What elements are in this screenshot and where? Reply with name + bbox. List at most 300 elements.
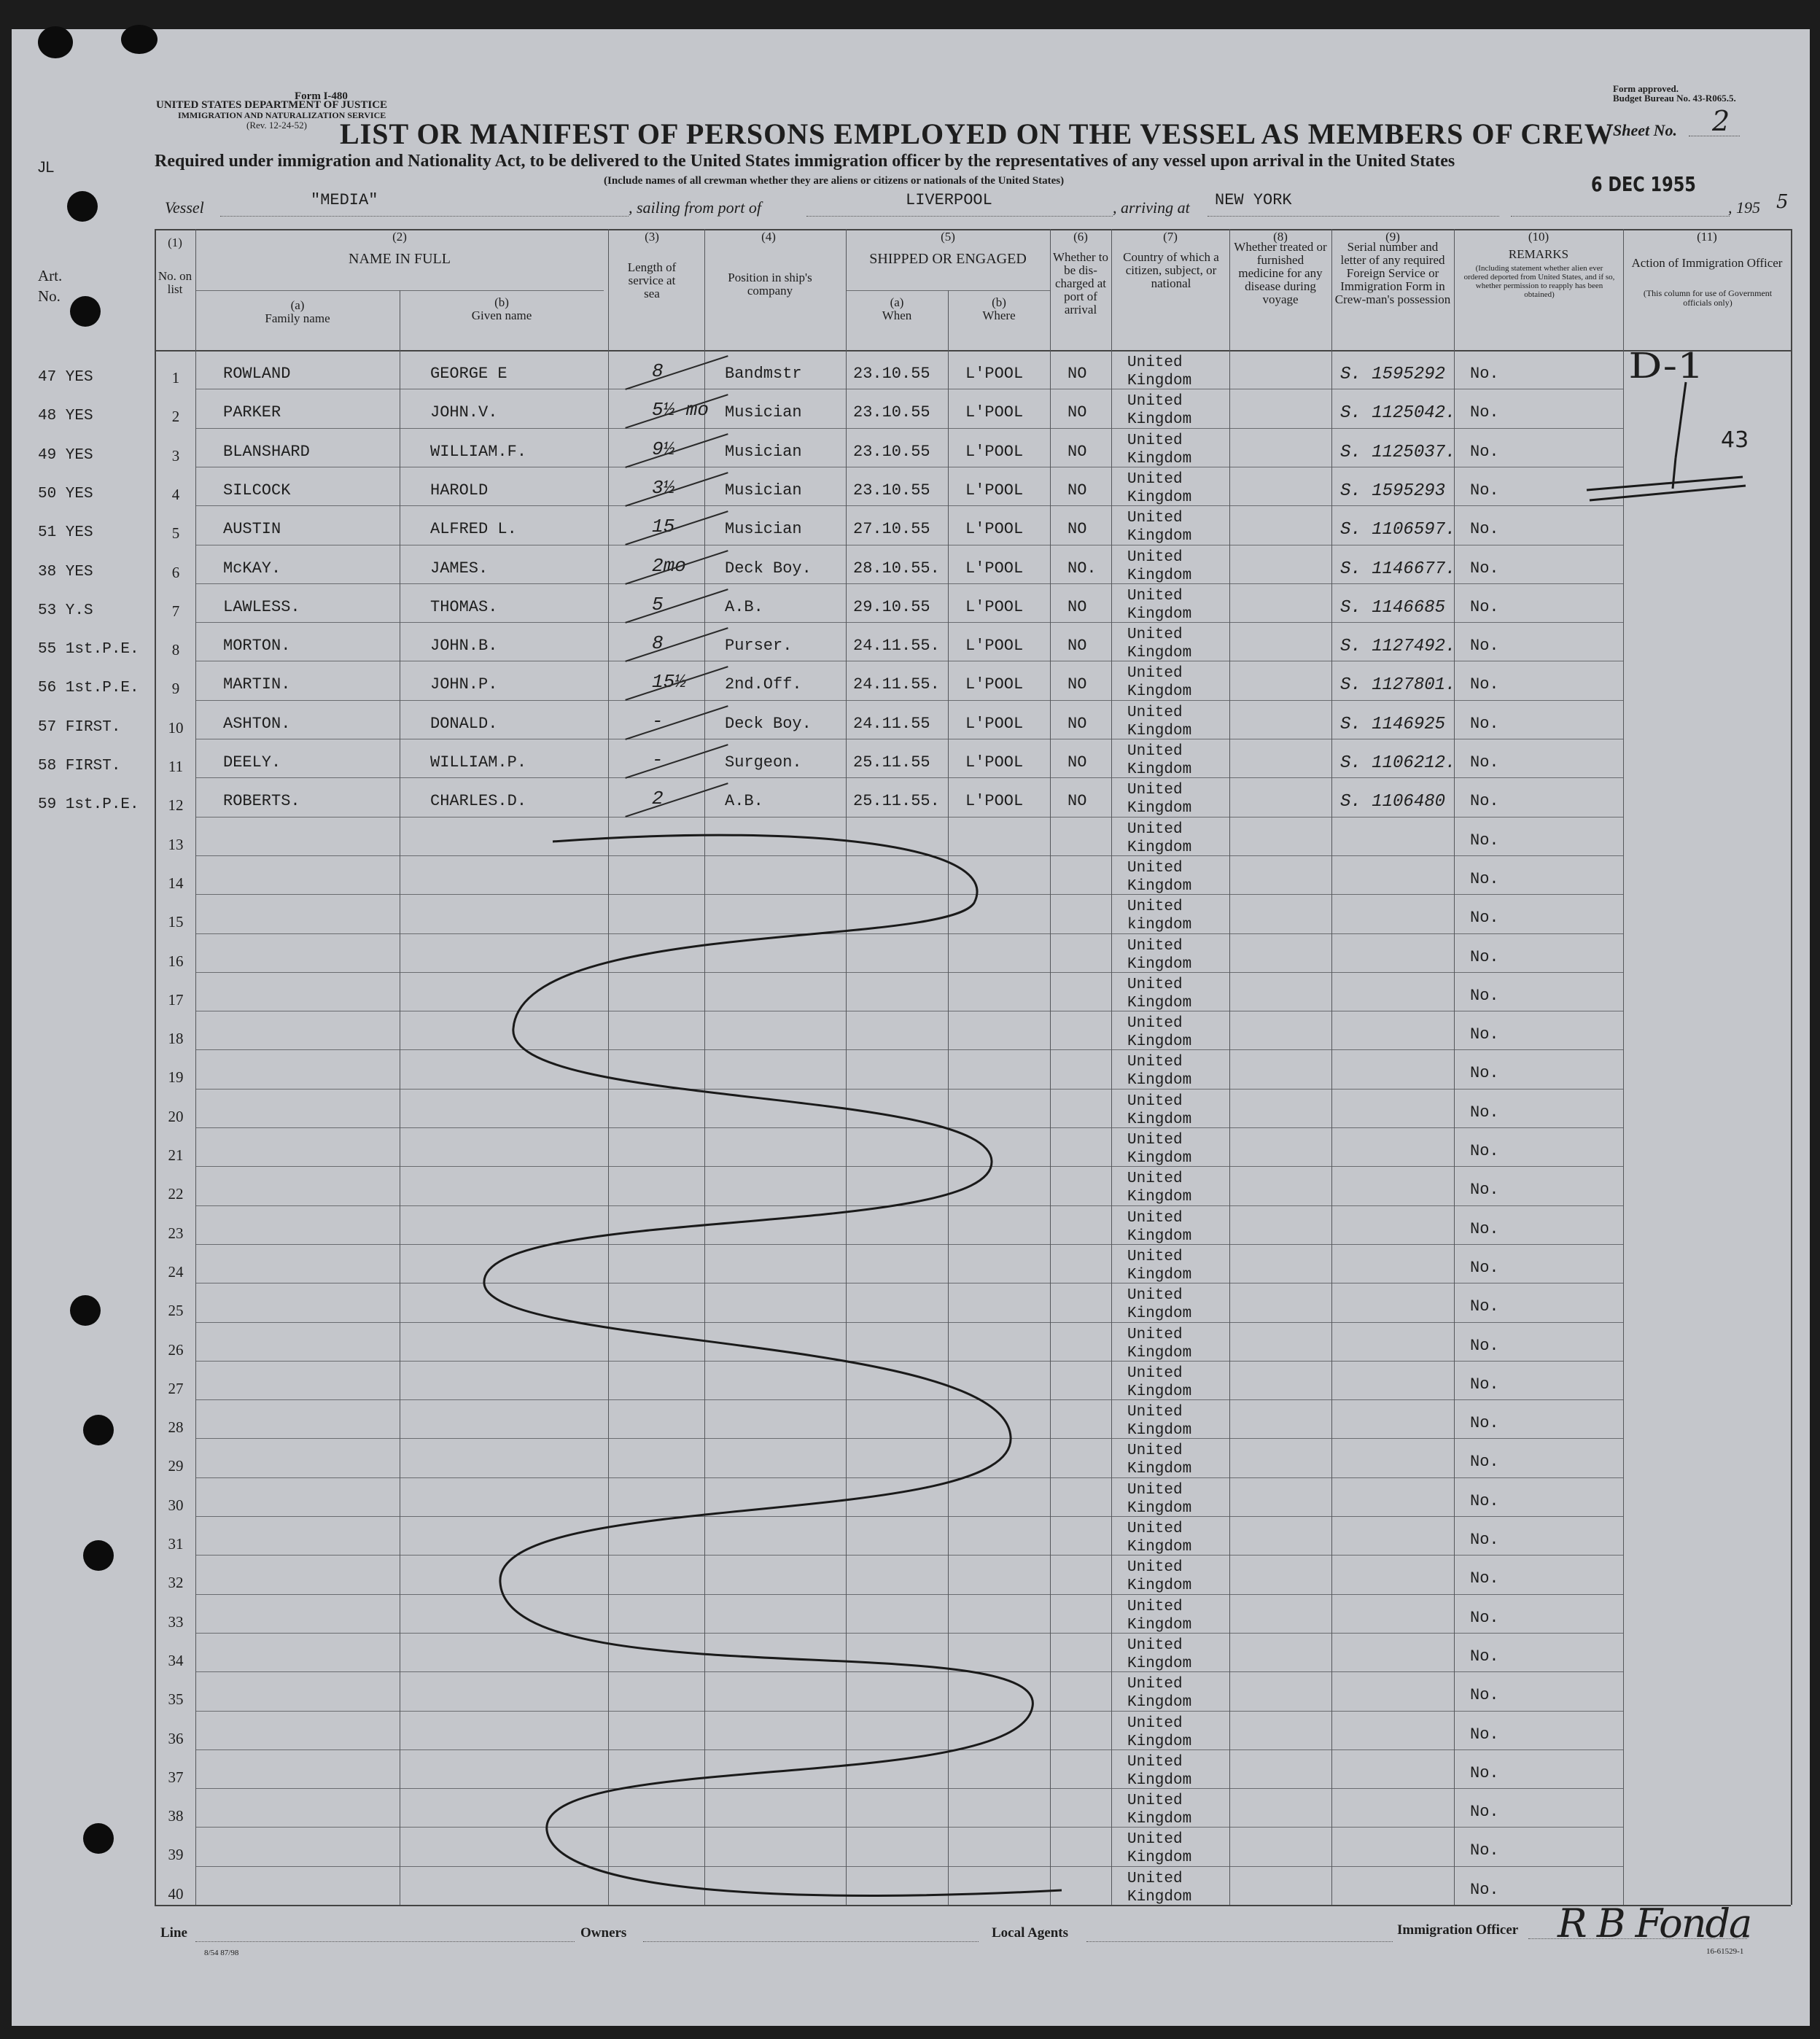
row-line bbox=[195, 894, 1623, 895]
form-title: LIST OR MANIFEST OF PERSONS EMPLOYED ON THE VESSEL AS MEMBERS OF CREW bbox=[340, 117, 1614, 150]
binder-hole-3 bbox=[70, 1295, 101, 1326]
col1-number: (1) bbox=[168, 236, 182, 249]
country-line-2: Kingdom bbox=[1127, 1461, 1192, 1478]
family-name: ROWLAND bbox=[223, 365, 291, 383]
form-subtitle: Required under immigration and Nationality Act, to be delivered to the United States immigration officer by the representatives of any vessel upon arrival in the United States bbox=[155, 152, 1455, 171]
family-name: BLANSHARD bbox=[223, 442, 310, 461]
country-line-1: United bbox=[1127, 898, 1183, 916]
form-code: 16-61529-1 bbox=[1706, 1947, 1744, 1956]
engaged-date: 23.10.55 bbox=[853, 481, 930, 500]
country-line-1: United bbox=[1127, 782, 1183, 799]
country-line-2: Kingdom bbox=[1127, 722, 1192, 739]
serial-number: S. 1125037. bbox=[1340, 442, 1456, 462]
country-line-1: United bbox=[1127, 1870, 1183, 1887]
country-line-1: United bbox=[1127, 1442, 1183, 1460]
country-line-1: United bbox=[1127, 393, 1183, 411]
family-name: ASHTON. bbox=[223, 714, 291, 733]
remarks-cell: No. bbox=[1470, 1297, 1499, 1316]
given-name: DONALD. bbox=[430, 714, 498, 733]
row-line bbox=[195, 1166, 1623, 1167]
serial-number: S. 1127801. bbox=[1340, 675, 1456, 696]
row-line bbox=[195, 777, 1623, 778]
country-line-1: United bbox=[1127, 1364, 1183, 1382]
country-line-1: United bbox=[1127, 820, 1183, 838]
row-number: 31 bbox=[168, 1535, 184, 1553]
remarks-cell: No. bbox=[1470, 637, 1499, 656]
country-line-1: United bbox=[1127, 548, 1183, 566]
row-line bbox=[195, 1127, 1623, 1128]
remarks-cell: No. bbox=[1470, 365, 1499, 383]
remarks-cell: No. bbox=[1470, 1375, 1499, 1394]
remarks-cell: No. bbox=[1470, 1414, 1499, 1433]
footer-officer-label: Immigration Officer bbox=[1397, 1922, 1519, 1938]
col11-note: (This column for use of Government officials only) bbox=[1643, 288, 1773, 308]
service-length: - bbox=[652, 710, 664, 732]
art-number: 48 YES bbox=[38, 408, 93, 425]
remarks-cell: No. bbox=[1470, 1569, 1499, 1588]
country-line-2: Kingdom bbox=[1127, 1227, 1192, 1245]
service-length: - bbox=[652, 749, 664, 771]
col5a-header: (a) When bbox=[882, 295, 912, 322]
country-line-1: United bbox=[1127, 354, 1183, 371]
column-line bbox=[846, 229, 847, 1905]
serial-number: S. 1595293 bbox=[1340, 481, 1446, 501]
col2-header: NAME IN FULL bbox=[349, 251, 451, 267]
officer-bracket-lines bbox=[1579, 379, 1769, 510]
remarks-cell: No. bbox=[1470, 559, 1499, 578]
country-line-2: Kingdom bbox=[1127, 1694, 1192, 1712]
discharge-flag: NO bbox=[1068, 753, 1087, 772]
row-line bbox=[195, 1361, 1623, 1362]
engaged-date: 23.10.55 bbox=[853, 442, 930, 461]
service-length: 15½ bbox=[652, 671, 686, 694]
country-line-2: Kingdom bbox=[1127, 1150, 1192, 1167]
country-line-2: Kingdom bbox=[1127, 1655, 1192, 1672]
service-slash-mark bbox=[625, 472, 728, 507]
engaged-port: L'POOL bbox=[965, 753, 1024, 772]
given-name: CHARLES.D. bbox=[430, 792, 527, 811]
row-number: 38 bbox=[168, 1807, 184, 1825]
binder-hole-1 bbox=[67, 191, 98, 222]
column-line bbox=[1454, 229, 1455, 1905]
row-number: 26 bbox=[168, 1340, 184, 1359]
row-number: 39 bbox=[168, 1846, 184, 1864]
family-name: ROBERTS. bbox=[223, 792, 300, 811]
service-slash-mark bbox=[625, 433, 728, 468]
family-name: MORTON. bbox=[223, 637, 291, 656]
binder-hole-4 bbox=[83, 1415, 114, 1445]
remarks-cell: No. bbox=[1470, 1725, 1499, 1744]
country-line-2: Kingdom bbox=[1127, 1383, 1192, 1400]
given-name: HAROLD bbox=[430, 481, 489, 500]
country-line-1: United bbox=[1127, 1092, 1183, 1110]
discharge-flag: NO bbox=[1068, 792, 1087, 811]
row-number: 28 bbox=[168, 1418, 184, 1437]
binder-hole-5 bbox=[83, 1540, 114, 1571]
col7-number: (7) bbox=[1163, 230, 1178, 244]
country-line-2: Kingdom bbox=[1127, 800, 1192, 817]
department: UNITED STATES DEPARTMENT OF JUSTICE bbox=[156, 99, 388, 111]
given-name: JOHN.B. bbox=[430, 637, 498, 656]
service-slash-mark bbox=[625, 744, 728, 779]
country-line-1: United bbox=[1127, 1714, 1183, 1732]
remarks-cell: No. bbox=[1470, 869, 1499, 888]
serial-number: S. 1146685 bbox=[1340, 597, 1446, 618]
service-slash-mark bbox=[625, 355, 728, 390]
sheet-number: 2 bbox=[1712, 105, 1730, 137]
discharge-flag: NO bbox=[1068, 403, 1087, 422]
art-no-header: Art. No. bbox=[38, 267, 63, 305]
country-line-2: Kingdom bbox=[1127, 1305, 1192, 1323]
discharge-flag: NO. bbox=[1068, 559, 1097, 578]
art-number: 38 YES bbox=[38, 563, 93, 580]
row-number: 3 bbox=[171, 446, 180, 465]
discharge-flag: NO bbox=[1068, 675, 1087, 694]
row-line bbox=[195, 1671, 1623, 1672]
service-length: 5 bbox=[652, 593, 664, 615]
country-line-2: Kingdom bbox=[1127, 1616, 1192, 1634]
country-line-2: Kingdom bbox=[1127, 1422, 1192, 1440]
remarks-cell: No. bbox=[1470, 909, 1499, 928]
row-number: 23 bbox=[168, 1224, 184, 1242]
col1-header: No. on list bbox=[158, 269, 192, 296]
row-line bbox=[195, 428, 1623, 429]
row-line bbox=[195, 1477, 1623, 1478]
remarks-cell: No. bbox=[1470, 1841, 1499, 1860]
art-number: 58 FIRST. bbox=[38, 758, 121, 774]
country-line-1: United bbox=[1127, 1676, 1183, 1693]
row-number: 7 bbox=[171, 602, 180, 620]
serial-number: S. 1125042. bbox=[1340, 403, 1456, 424]
country-line-2: Kingdom bbox=[1127, 1539, 1192, 1556]
engaged-port: L'POOL bbox=[965, 403, 1024, 422]
column-line bbox=[1229, 229, 1230, 1905]
engaged-date: 23.10.55 bbox=[853, 403, 930, 422]
engaged-date: 24.11.55. bbox=[853, 637, 940, 656]
row-line bbox=[195, 1399, 1623, 1400]
family-name: McKAY. bbox=[223, 559, 281, 578]
serial-number: S. 1146925 bbox=[1340, 714, 1446, 734]
row-line bbox=[195, 622, 1623, 623]
col11-number: (11) bbox=[1697, 230, 1717, 244]
row-line bbox=[195, 1438, 1623, 1439]
remarks-cell: No. bbox=[1470, 1647, 1499, 1666]
row-line bbox=[195, 1244, 1623, 1245]
country-line-1: United bbox=[1127, 1559, 1183, 1577]
col5b-header: (b) Where bbox=[982, 295, 1016, 322]
country-line-2: Kingdom bbox=[1127, 567, 1192, 584]
country-line-2: Kingdom bbox=[1127, 1499, 1192, 1517]
country-line-1: United bbox=[1127, 1481, 1183, 1499]
family-name: DEELY. bbox=[223, 753, 281, 772]
vessel-label: Vessel bbox=[165, 198, 204, 217]
print-code: 8/54 87/98 bbox=[204, 1949, 239, 1957]
engaged-date: 23.10.55 bbox=[853, 365, 930, 383]
engaged-port: L'POOL bbox=[965, 365, 1024, 383]
serial-number: S. 1127492. bbox=[1340, 637, 1456, 657]
row-line bbox=[195, 1788, 1623, 1789]
art-number: 51 YES bbox=[38, 524, 93, 542]
remarks-cell: No. bbox=[1470, 1103, 1499, 1122]
arriving-label: , arriving at bbox=[1113, 198, 1190, 217]
remarks-cell: No. bbox=[1470, 597, 1499, 616]
service-length: 9½ bbox=[652, 438, 675, 460]
engaged-port: L'POOL bbox=[965, 442, 1024, 461]
row-number: 36 bbox=[168, 1729, 184, 1747]
row-number: 16 bbox=[168, 952, 184, 970]
remarks-cell: No. bbox=[1470, 753, 1499, 772]
service-slash-mark bbox=[625, 589, 728, 624]
country-line-1: United bbox=[1127, 1831, 1183, 1849]
engaged-date: 25.11.55 bbox=[853, 753, 930, 772]
given-name: ALFRED L. bbox=[430, 520, 517, 539]
engaged-date: 25.11.55. bbox=[853, 792, 940, 811]
country-line-2: Kingdom bbox=[1127, 528, 1192, 545]
remarks-cell: No. bbox=[1470, 831, 1499, 850]
col2a-header: (a) Family name bbox=[265, 298, 330, 325]
row-number: 8 bbox=[171, 641, 180, 659]
engaged-date: 28.10.55. bbox=[853, 559, 940, 578]
country-line-1: United bbox=[1127, 1598, 1183, 1615]
col9-header: Serial number and letter of any required Foreign Service or Immigration Form in Crew-man's possession bbox=[1334, 240, 1451, 306]
serial-number: S. 1106480 bbox=[1340, 792, 1446, 812]
given-name: WILLIAM.P. bbox=[430, 753, 527, 772]
country-line-2: kingdom bbox=[1127, 917, 1192, 934]
ship-position: Bandmstr bbox=[725, 365, 802, 383]
art-number: 59 1st.P.E. bbox=[38, 796, 139, 814]
form-note: (Include names of all crewman whether they are aliens or citizens or nationals of the United States) bbox=[604, 175, 1065, 187]
engaged-date: 29.10.55 bbox=[853, 597, 930, 616]
row-line bbox=[195, 1827, 1623, 1828]
row-number: 11 bbox=[168, 758, 184, 775]
remarks-cell: No. bbox=[1470, 675, 1499, 694]
ship-position: Surgeon. bbox=[725, 753, 802, 772]
remarks-cell: No. bbox=[1470, 1025, 1499, 1044]
form-number: Form I-480 bbox=[295, 90, 348, 102]
given-name: THOMAS. bbox=[430, 597, 498, 616]
family-name: AUSTIN bbox=[223, 520, 281, 539]
ship-position: Purser. bbox=[725, 637, 793, 656]
serial-number: S. 1595292 bbox=[1340, 365, 1446, 384]
country-line-1: United bbox=[1127, 1404, 1183, 1421]
country-line-1: United bbox=[1127, 976, 1183, 993]
officer-signature: R B Fonda bbox=[1558, 1900, 1751, 1946]
service-length: 2mo bbox=[652, 554, 686, 577]
country-line-2: Kingdom bbox=[1127, 373, 1192, 389]
given-name: JOHN.P. bbox=[430, 675, 498, 694]
discharge-flag: NO bbox=[1068, 637, 1087, 656]
family-name: PARKER bbox=[223, 403, 281, 422]
country-line-2: Kingdom bbox=[1127, 411, 1192, 429]
col4-header: Position in ship's company bbox=[728, 271, 812, 298]
row-number: 15 bbox=[168, 913, 184, 931]
col6-header: Whether to be dis-charged at port of arrival bbox=[1053, 250, 1108, 316]
col8-header: Whether treated or furnished medicine for any disease during voyage bbox=[1234, 240, 1327, 306]
country-line-1: United bbox=[1127, 1793, 1183, 1810]
row-line bbox=[195, 1322, 1623, 1323]
remarks-cell: No. bbox=[1470, 1181, 1499, 1200]
country-line-2: Kingdom bbox=[1127, 1111, 1192, 1128]
country-line-1: United bbox=[1127, 1326, 1183, 1343]
country-line-1: United bbox=[1127, 1209, 1183, 1227]
col10-header: REMARKS bbox=[1508, 247, 1569, 261]
cancellation-scribble bbox=[12, 29, 1810, 2026]
serial-number: S. 1106212. bbox=[1340, 753, 1456, 773]
budget-number: Budget Bureau No. 43-R065.5. bbox=[1613, 93, 1736, 104]
country-line-1: United bbox=[1127, 665, 1183, 683]
country-line-1: United bbox=[1127, 704, 1183, 721]
engaged-date: 27.10.55 bbox=[853, 520, 930, 539]
remarks-cell: No. bbox=[1470, 1880, 1499, 1899]
row-line bbox=[195, 1516, 1623, 1517]
remarks-cell: No. bbox=[1470, 481, 1499, 500]
country-line-2: Kingdom bbox=[1127, 761, 1192, 778]
column-line bbox=[608, 229, 609, 1905]
row-number: 1 bbox=[171, 369, 180, 387]
family-name: LAWLESS. bbox=[223, 597, 300, 616]
row-line bbox=[195, 933, 1623, 934]
country-line-2: Kingdom bbox=[1127, 1771, 1192, 1789]
art-number: 50 YES bbox=[38, 485, 93, 502]
row-line bbox=[195, 1594, 1623, 1595]
discharge-flag: NO bbox=[1068, 597, 1087, 616]
ship-position: Deck Boy. bbox=[725, 559, 812, 578]
family-name: MARTIN. bbox=[223, 675, 291, 694]
remarks-cell: No. bbox=[1470, 403, 1499, 422]
country-line-2: Kingdom bbox=[1127, 1189, 1192, 1206]
row-number: 32 bbox=[168, 1574, 184, 1592]
remarks-cell: No. bbox=[1470, 1064, 1499, 1083]
row-line bbox=[195, 1205, 1623, 1206]
row-line bbox=[195, 1049, 1623, 1050]
service-slash-mark bbox=[625, 627, 728, 662]
remarks-cell: No. bbox=[1470, 1608, 1499, 1627]
ship-position: Musician bbox=[725, 403, 802, 422]
country-line-2: Kingdom bbox=[1127, 1733, 1192, 1750]
engaged-port: L'POOL bbox=[965, 597, 1024, 616]
arrival-port: NEW YORK bbox=[1215, 191, 1292, 209]
row-line bbox=[195, 583, 1623, 584]
row-number: 29 bbox=[168, 1457, 184, 1475]
country-line-2: Kingdom bbox=[1127, 489, 1192, 506]
row-number: 20 bbox=[168, 1107, 184, 1125]
remarks-cell: No. bbox=[1470, 986, 1499, 1005]
country-line-2: Kingdom bbox=[1127, 605, 1192, 623]
service-length: 8 bbox=[652, 632, 664, 655]
art-number: 53 Y.S bbox=[38, 602, 93, 619]
ship-position: Musician bbox=[725, 520, 802, 539]
col2-number: (2) bbox=[392, 230, 407, 244]
service: IMMIGRATION AND NATURALIZATION SERVICE bbox=[178, 110, 386, 120]
remarks-cell: No. bbox=[1470, 520, 1499, 539]
col6-number: (6) bbox=[1073, 230, 1088, 244]
given-name: JOHN.V. bbox=[430, 403, 498, 422]
sheet-label: Sheet No. bbox=[1613, 121, 1677, 139]
row-line bbox=[195, 1089, 1623, 1090]
row-number: 4 bbox=[171, 485, 180, 503]
row-number: 19 bbox=[168, 1068, 184, 1087]
country-line-1: United bbox=[1127, 432, 1183, 449]
row-line bbox=[195, 1711, 1623, 1712]
ship-position: Musician bbox=[725, 442, 802, 461]
given-name: JAMES. bbox=[430, 559, 489, 578]
row-line bbox=[195, 1749, 1623, 1750]
row-number: 17 bbox=[168, 990, 184, 1009]
row-number: 27 bbox=[168, 1379, 184, 1397]
ship-position: A.B. bbox=[725, 597, 763, 616]
service-length: 3½ bbox=[652, 476, 675, 499]
departure-port: LIVERPOOL bbox=[906, 191, 992, 209]
row-number: 18 bbox=[168, 1030, 184, 1048]
col5-header: SHIPPED OR ENGAGED bbox=[869, 251, 1027, 267]
country-line-2: Kingdom bbox=[1127, 1344, 1192, 1362]
remarks-cell: No. bbox=[1470, 442, 1499, 461]
country-line-2: Kingdom bbox=[1127, 1849, 1192, 1867]
remarks-cell: No. bbox=[1470, 1531, 1499, 1549]
serial-number: S. 1106597. bbox=[1340, 520, 1456, 540]
family-name: SILCOCK bbox=[223, 481, 291, 500]
country-line-2: Kingdom bbox=[1127, 1033, 1192, 1051]
country-line-1: United bbox=[1127, 743, 1183, 760]
row-line bbox=[195, 505, 1623, 506]
country-line-2: Kingdom bbox=[1127, 450, 1192, 467]
col7-header: Country of which a citizen, subject, or national bbox=[1123, 250, 1219, 290]
col2b-header: (b) Given name bbox=[471, 295, 532, 322]
engaged-port: L'POOL bbox=[965, 481, 1024, 500]
country-line-1: United bbox=[1127, 470, 1183, 488]
binder-hole-top-2 bbox=[121, 25, 158, 54]
row-number: 33 bbox=[168, 1612, 184, 1631]
column-line bbox=[1791, 229, 1792, 1905]
engaged-port: L'POOL bbox=[965, 675, 1024, 694]
column-line bbox=[155, 229, 156, 1905]
table-bottom-line bbox=[155, 1905, 1791, 1906]
col4-number: (4) bbox=[761, 230, 776, 244]
binder-hole-top-1 bbox=[38, 26, 73, 58]
country-line-1: United bbox=[1127, 859, 1183, 877]
country-line-2: Kingdom bbox=[1127, 1577, 1192, 1595]
engaged-port: L'POOL bbox=[965, 792, 1024, 811]
col11-header: Action of Immigration Officer bbox=[1631, 256, 1783, 270]
engaged-date: 24.11.55 bbox=[853, 714, 930, 733]
row-number: 10 bbox=[168, 718, 184, 737]
row-line bbox=[195, 1633, 1623, 1634]
column-line bbox=[1331, 229, 1332, 1905]
row-number: 2 bbox=[171, 408, 180, 426]
remarks-cell: No. bbox=[1470, 792, 1499, 811]
row-number: 25 bbox=[168, 1302, 184, 1320]
row-line bbox=[195, 1555, 1623, 1556]
engaged-date: 24.11.55. bbox=[853, 675, 940, 694]
remarks-cell: No. bbox=[1470, 1142, 1499, 1160]
col5-number: (5) bbox=[941, 230, 955, 244]
country-line-1: United bbox=[1127, 937, 1183, 955]
remarks-cell: No. bbox=[1470, 947, 1499, 966]
binder-hole-2 bbox=[70, 296, 101, 327]
country-line-2: Kingdom bbox=[1127, 1811, 1192, 1828]
column-line bbox=[1111, 229, 1112, 1905]
country-line-1: United bbox=[1127, 1636, 1183, 1654]
row-line bbox=[195, 700, 1623, 701]
country-line-1: United bbox=[1127, 1132, 1183, 1149]
remarks-cell: No. bbox=[1470, 1453, 1499, 1472]
row-line bbox=[195, 855, 1623, 856]
ship-position: 2nd.Off. bbox=[725, 675, 802, 694]
art-number: 47 YES bbox=[38, 369, 93, 386]
sailing-label: , sailing from port of bbox=[629, 198, 761, 217]
remarks-cell: No. bbox=[1470, 1763, 1499, 1782]
service-slash-mark bbox=[625, 782, 728, 817]
